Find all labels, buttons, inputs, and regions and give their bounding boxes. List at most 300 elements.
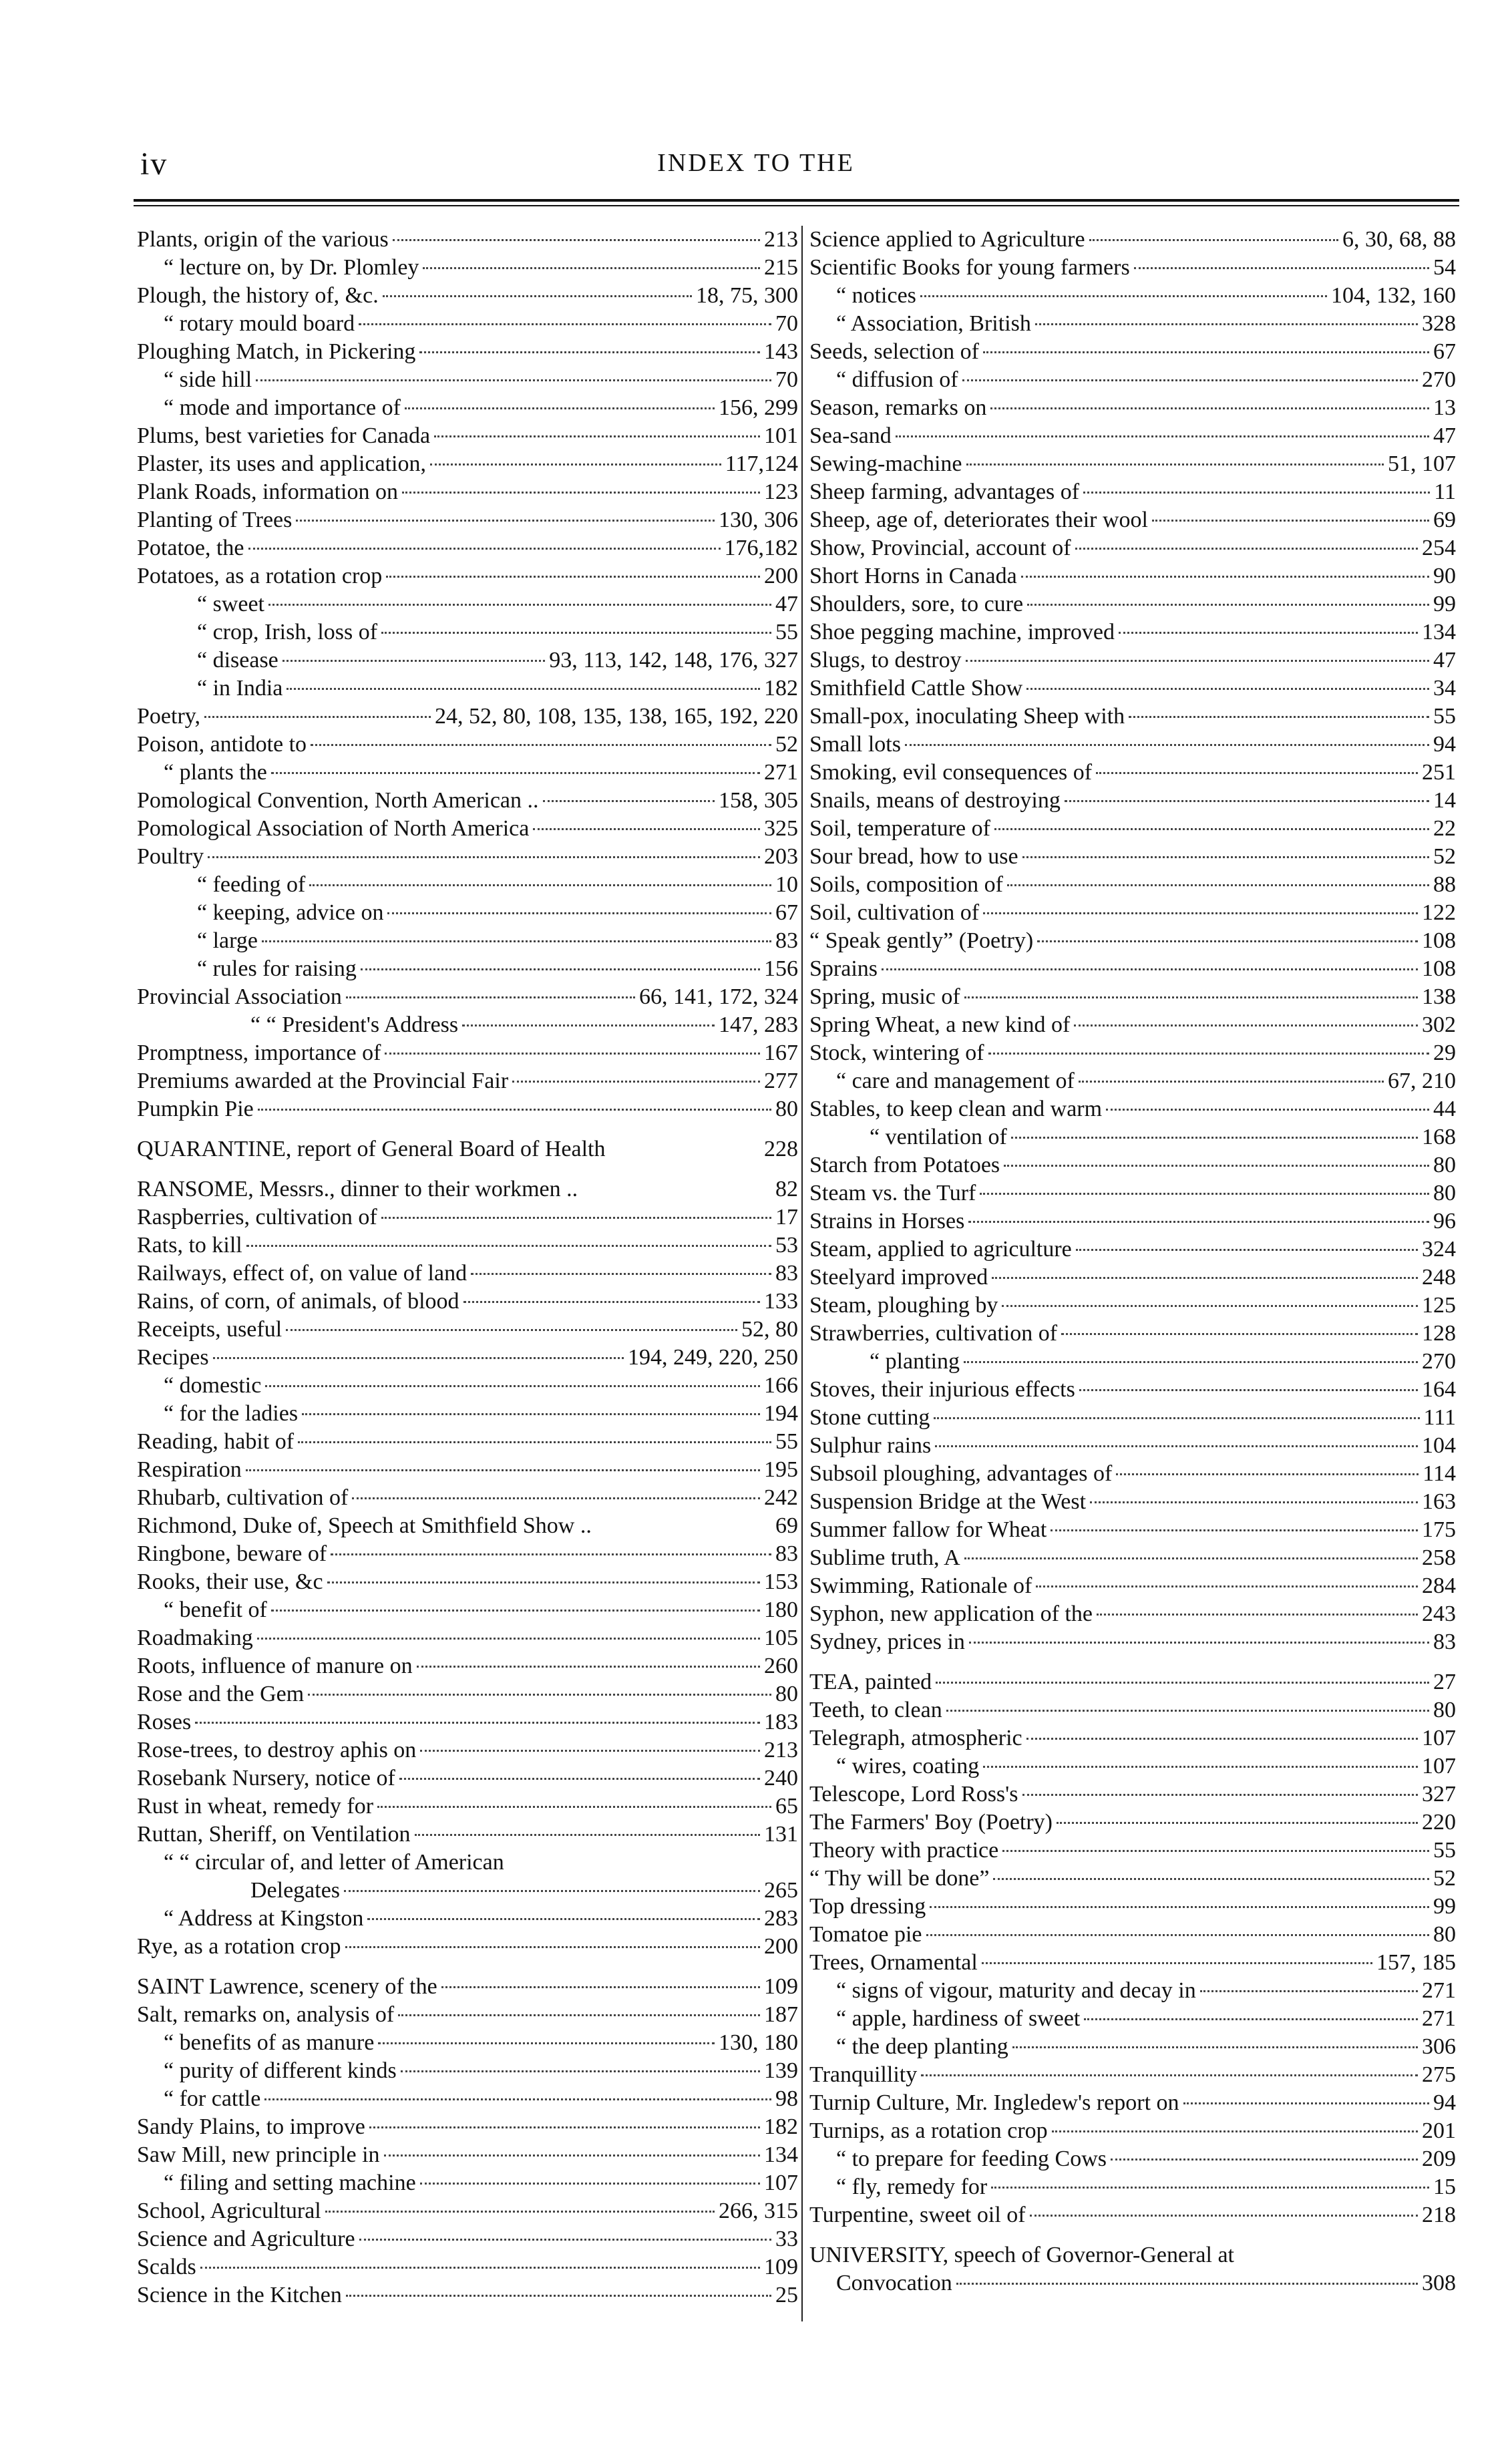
index-entry-text: Promptness, importance of (137, 1041, 381, 1065)
leader-dots (1076, 1249, 1418, 1251)
index-entry-text: Poultry (137, 844, 204, 869)
leader-dots (345, 1946, 761, 1948)
index-entry (809, 871, 1456, 899)
index-entry-pages: 14 (1433, 788, 1456, 813)
index-entry-text: Roots, influence of manure on (137, 1654, 413, 1678)
leader-dots (423, 267, 760, 269)
index-entry (137, 759, 798, 787)
leader-dots (962, 379, 1418, 381)
index-entry-pages: 98 (775, 2086, 798, 2111)
index-entry-text: Roadmaking (137, 1626, 253, 1650)
leader-dots (398, 2014, 760, 2016)
index-entry-pages: 203 (764, 844, 798, 869)
leader-dots (1134, 267, 1429, 269)
index-entry (809, 2005, 1456, 2033)
index-entry (137, 590, 798, 618)
index-entry-text: Strawberries, cultivation of (809, 1321, 1058, 1346)
leader-dots (286, 1329, 737, 1331)
index-entry-pages: 80 (1433, 1922, 1456, 1947)
index-entry-text: “ ventilation of (870, 1125, 1007, 1149)
leader-dots (969, 1642, 1429, 1644)
leader-dots (1061, 1333, 1418, 1335)
index-entry (809, 646, 1456, 675)
leader-dots (1004, 1165, 1429, 1167)
index-entry-pages: 213 (764, 1738, 798, 1762)
index-entry-pages: 80 (1433, 1698, 1456, 1722)
leader-dots (381, 1217, 771, 1219)
index-entry-pages: 240 (764, 1766, 798, 1791)
leader-dots (1037, 940, 1418, 942)
leader-dots (982, 1962, 1372, 1964)
leader-dots (1119, 632, 1418, 634)
index-entry-text: Suspension Bridge at the West (809, 1489, 1087, 1514)
index-entry (809, 1039, 1456, 1067)
index-entry-text: Turnips, as a rotation crop (809, 2118, 1048, 2143)
index-entry-text: “ to prepare for feeding Cows (836, 2146, 1107, 2171)
index-entry (809, 1320, 1456, 1348)
index-entry-text: Potatoes, as a rotation crop (137, 564, 383, 588)
index-entry-pages: 55 (775, 1429, 798, 1454)
index-entry (137, 478, 798, 506)
index-entry-pages: 11 (1434, 480, 1456, 504)
index-entry (809, 1516, 1456, 1544)
index-entry-text: Stock, wintering of (809, 1041, 984, 1065)
index-entry-text: Shoulders, sore, to cure (809, 592, 1024, 616)
index-entry-pages: 258 (1422, 1545, 1456, 1570)
index-entry-text: Rats, to kill (137, 1233, 242, 1258)
index-entry-text: Poetry, (137, 704, 201, 729)
leader-dots (384, 2154, 760, 2156)
index-entry (137, 2253, 798, 2281)
index-entry-text: “ benefits of as manure (164, 2030, 375, 2055)
index-entry-pages: 47 (1433, 648, 1456, 673)
index-entry-pages: 104 (1422, 1433, 1456, 1458)
index-entry-pages: 248 (1422, 1265, 1456, 1290)
index-entry-text: Poison, antidote to (137, 732, 307, 757)
leader-dots (1097, 1614, 1418, 1616)
index-entry-pages: 302 (1422, 1012, 1456, 1037)
index-entry (809, 2089, 1456, 2117)
index-entry-pages: 270 (1422, 1349, 1456, 1374)
index-entry-text: Rooks, their use, &c (137, 1569, 323, 1594)
index-entry (809, 1488, 1456, 1516)
leader-dots (420, 2183, 760, 2185)
index-entry-pages: 108 (1422, 928, 1456, 953)
header-rule-thick (134, 199, 1459, 202)
index-entry-pages: 83 (1433, 1630, 1456, 1654)
leader-dots (462, 1024, 715, 1026)
index-entry-text: Strains in Horses (809, 1209, 965, 1234)
index-entry (137, 2225, 798, 2253)
index-entry-text: “ in India (197, 676, 283, 701)
leader-dots (1035, 323, 1418, 325)
leader-dots (419, 351, 760, 353)
index-entry (809, 310, 1456, 338)
index-entry (809, 703, 1456, 731)
index-entry (809, 1724, 1456, 1752)
index-entry-text: School, Agricultural (137, 2199, 321, 2223)
index-entry-pages: 220 (1422, 1810, 1456, 1835)
index-entry-text: Rains, of corn, of animals, of blood (137, 1289, 459, 1314)
index-entry-pages: 163 (1422, 1489, 1456, 1514)
leader-dots (1026, 688, 1429, 690)
index-entry-text: TEA, painted (809, 1670, 932, 1694)
index-entry-pages: 6, 30, 68, 88 (1342, 227, 1456, 252)
leader-dots (1051, 1529, 1418, 1531)
index-entry-pages: 18, 75, 300 (696, 283, 798, 308)
leader-dots (369, 2126, 760, 2128)
index-entry-text: “ benefit of (164, 1598, 267, 1622)
index-entry-pages: 109 (764, 2255, 798, 2279)
index-entry (809, 2173, 1456, 2201)
leader-dots (1129, 716, 1429, 718)
index-entry (137, 1680, 798, 1708)
index-entry (809, 1544, 1456, 1572)
index-entry-text: Sprains (809, 956, 878, 981)
leader-dots (200, 2267, 760, 2269)
index-entry-text: Telegraph, atmospheric (809, 1726, 1022, 1750)
index-entry-text: “ planting (870, 1349, 960, 1374)
index-entry-text: Ringbone, beware of (137, 1541, 327, 1566)
index-entry-pages: 54 (1433, 255, 1456, 280)
leader-dots (1027, 604, 1429, 606)
index-entry-text: Sour bread, how to use (809, 844, 1018, 869)
index-entry-pages: 34 (1433, 676, 1456, 701)
leader-dots (896, 435, 1429, 437)
index-entry-pages: 180 (764, 1598, 798, 1622)
index-entry-pages: 80 (1433, 1181, 1456, 1205)
index-entry (809, 1977, 1456, 2005)
index-entry-pages: 122 (1422, 900, 1456, 925)
index-entry-text: Turnip Culture, Mr. Ingledew's report on (809, 2090, 1179, 2115)
index-entry-text: Delegates (250, 1878, 341, 1903)
leader-dots (1052, 2130, 1418, 2132)
index-entry-pages: 52, 80 (741, 1317, 798, 1342)
leader-dots (420, 1750, 760, 1752)
index-entry (809, 534, 1456, 562)
index-entry-text: “ Thy will be done” (809, 1866, 990, 1891)
leader-dots (346, 2295, 771, 2297)
leader-dots (256, 379, 771, 381)
index-entry (809, 1921, 1456, 1949)
index-entry-text: Telescope, Lord Ross's (809, 1782, 1018, 1807)
index-entry-pages: 69 (775, 1513, 798, 1538)
index-entry-text: “ for cattle (164, 2086, 261, 2111)
leader-dots (920, 295, 1327, 297)
leader-dots (1011, 1137, 1418, 1139)
leader-dots (1012, 2046, 1418, 2048)
index-entry-text: Top dressing (809, 1894, 926, 1919)
index-entry-pages: 55 (1433, 1838, 1456, 1863)
index-entry-text: Theory with practice (809, 1838, 999, 1863)
index-entry-text: Sewing-machine (809, 451, 962, 476)
index-entry-pages: 266, 315 (719, 2199, 798, 2223)
index-entry-text: Plums, best varieties for Canada (137, 423, 431, 448)
index-entry-text: Subsoil ploughing, advantages of (809, 1461, 1113, 1486)
index-entry-text: Premiums awarded at the Provincial Fair (137, 1069, 509, 1093)
leader-dots (1057, 1822, 1418, 1824)
index-entry-text: Rose-trees, to destroy aphis on (137, 1738, 417, 1762)
index-entry-text: Scientific Books for young farmers (809, 255, 1130, 280)
index-entry-text: Small-pox, inoculating Sheep with (809, 704, 1125, 729)
leader-dots (415, 1834, 760, 1836)
index-entry-text: Tomatoe pie (809, 1922, 922, 1947)
index-entry (809, 562, 1456, 590)
index-entry-text: Planting of Trees (137, 508, 293, 532)
index-entry (137, 1456, 798, 1484)
index-entry (809, 1893, 1456, 1921)
index-entry-pages: 147, 283 (719, 1012, 798, 1037)
leader-dots (325, 2211, 715, 2213)
index-entry-text: The Farmers' Boy (Poetry) (809, 1810, 1053, 1835)
index-entry-text: Turpentine, sweet oil of (809, 2203, 1026, 2227)
index-entry-pages: 324 (1422, 1237, 1456, 1262)
leader-dots (204, 716, 431, 718)
index-entry-pages: 29 (1433, 1041, 1456, 1065)
leader-dots (1200, 1990, 1418, 1992)
index-entry-text: “ for the ladies (164, 1401, 299, 1426)
index-entry (137, 843, 798, 871)
index-entry (137, 1512, 798, 1540)
leader-dots (381, 632, 771, 634)
index-entry (809, 955, 1456, 983)
index-entry (137, 618, 798, 646)
index-entry-pages: 47 (775, 592, 798, 616)
index-entry-text: “ lecture on, by Dr. Plomley (164, 255, 419, 280)
index-entry-pages: 182 (764, 2114, 798, 2139)
index-column-right (809, 226, 1456, 2297)
index-entry-pages: 138 (1422, 984, 1456, 1009)
index-entry (137, 338, 798, 366)
index-entry (809, 1432, 1456, 1460)
index-entry (137, 646, 798, 675)
index-entry-text: Pomological Association of North America (137, 816, 530, 841)
index-entry-pages: 201 (1422, 2118, 1456, 2143)
index-entry (809, 983, 1456, 1011)
index-entry-pages: 52 (1433, 1866, 1456, 1891)
index-entry (809, 2269, 1456, 2297)
index-entry (137, 1708, 798, 1736)
index-entry (137, 1372, 798, 1400)
index-entry-pages: 67 (1433, 339, 1456, 364)
leader-dots (1074, 1024, 1418, 1026)
index-entry-pages: 107 (764, 2171, 798, 2195)
index-entry-text: Short Horns in Canada (809, 564, 1017, 588)
index-entry-text: Roses (137, 1710, 192, 1734)
index-entry-pages: 328 (1422, 311, 1456, 336)
index-entry-pages: 195 (764, 1457, 798, 1482)
index-entry (809, 1011, 1456, 1039)
index-entry (809, 899, 1456, 927)
index-entry-pages: 17 (775, 1205, 798, 1230)
leader-dots (966, 660, 1429, 662)
index-entry-text: “ sweet (197, 592, 265, 616)
leader-dots (1079, 1081, 1384, 1083)
index-entry-pages: 83 (775, 1261, 798, 1286)
index-entry (137, 506, 798, 534)
index-entry-text: Snails, means of destroying (809, 788, 1061, 813)
leader-dots (934, 1417, 1419, 1419)
leader-dots (533, 828, 760, 830)
leader-dots (378, 2042, 715, 2044)
leader-dots (983, 1766, 1418, 1768)
index-entry (137, 2197, 798, 2225)
index-entry-text: “ rules for raising (197, 956, 357, 981)
index-entry (809, 1151, 1456, 1179)
index-entry (137, 1316, 798, 1344)
index-entry-text: Small lots (809, 732, 901, 757)
index-entry (809, 1460, 1456, 1488)
index-entry-text: Science in the Kitchen (137, 2283, 342, 2307)
leader-dots (405, 407, 715, 409)
index-entry (809, 1179, 1456, 1207)
index-entry-pages: 284 (1422, 1573, 1456, 1598)
index-entry-pages: 24, 52, 80, 108, 135, 138, 165, 192, 220 (435, 704, 798, 729)
leader-dots (213, 1357, 624, 1359)
index-entry-text: Sandy Plains, to improve (137, 2114, 365, 2139)
leader-dots (964, 1557, 1418, 1559)
index-entry-text: Saw Mill, new principle in (137, 2142, 380, 2167)
index-entry-pages: 128 (1422, 1321, 1456, 1346)
index-entry (809, 450, 1456, 478)
index-entry-text: “ disease (197, 648, 278, 673)
index-entry-text: Ploughing Match, in Pickering (137, 339, 416, 364)
index-entry (137, 2029, 798, 2057)
index-entry-text: Soil, temperature of (809, 816, 990, 841)
index-entry-pages: 96 (1433, 1209, 1456, 1234)
index-entry-text: “ the deep planting (836, 2034, 1008, 2059)
index-entry-pages: 105 (764, 1626, 798, 1650)
leader-dots (430, 463, 721, 465)
index-entry-text: Plank Roads, information on (137, 480, 398, 504)
leader-dots (271, 772, 760, 774)
index-entry (137, 815, 798, 843)
index-entry-pages: 251 (1422, 760, 1456, 785)
index-entry-text: “ “ President's Address (250, 1012, 459, 1037)
header-rule-thin (134, 205, 1459, 206)
leader-dots (246, 1245, 771, 1247)
index-entry-text: Trees, Ornamental (809, 1950, 978, 1975)
index-entry (809, 1067, 1456, 1095)
index-entry-pages: 107 (1422, 1754, 1456, 1778)
index-entry-text: Sheep, age of, deteriorates their wool (809, 508, 1148, 532)
index-entry-text: “ Speak gently” (Poetry) (809, 928, 1034, 953)
index-entry-text: Pumpkin Pie (137, 1097, 254, 1121)
leader-dots (264, 2098, 771, 2100)
index-entry-text: “ keeping, advice on (197, 900, 384, 925)
index-entry-pages: 218 (1422, 2203, 1456, 2227)
index-entry-pages: 325 (764, 816, 798, 841)
leader-dots (926, 1934, 1429, 1936)
index-entry-text: Respiration (137, 1457, 242, 1482)
index-entry-pages: 164 (1422, 1377, 1456, 1402)
index-entry-pages: 175 (1422, 1517, 1456, 1542)
leader-dots (359, 2239, 771, 2241)
index-entry-text: “ Address at Kingston (164, 1906, 364, 1931)
leader-dots (983, 912, 1418, 914)
index-entry (137, 2113, 798, 2141)
index-entry-text: Salt, remarks on, analysis of (137, 2002, 395, 2027)
index-entry-text: Scalds (137, 2255, 196, 2279)
index-entry-pages: 88 (1433, 872, 1456, 897)
index-entry-text: Rosebank Nursery, notice of (137, 1766, 395, 1791)
index-entry (809, 338, 1456, 366)
leader-dots (471, 1273, 771, 1275)
index-entry-pages: 200 (764, 564, 798, 588)
index-entry (809, 2241, 1456, 2269)
leader-dots (990, 407, 1429, 409)
index-entry (137, 1260, 798, 1288)
index-entry (809, 1600, 1456, 1628)
index-entry (137, 1764, 798, 1793)
index-entry-text: Show, Provincial, account of (809, 536, 1071, 560)
index-entry-pages: 123 (764, 480, 798, 504)
leader-dots (387, 912, 771, 914)
index-entry-pages: 65 (775, 1794, 798, 1819)
index-entry-text: Smithfield Cattle Show (809, 676, 1023, 701)
leader-dots (1075, 548, 1418, 550)
index-entry-pages: 194, 249, 220, 250 (628, 1345, 798, 1370)
index-entry-text: Season, remarks on (809, 395, 987, 420)
index-entry (137, 366, 798, 394)
index-entry (137, 562, 798, 590)
index-entry-text: “ apple, hardiness of sweet (836, 2006, 1081, 2031)
index-entry (809, 1404, 1456, 1432)
index-entry-pages: 254 (1422, 536, 1456, 560)
index-entry-text: “ domestic (164, 1373, 262, 1398)
index-entry-text: Tranquillity (809, 2062, 918, 2087)
index-entry (137, 254, 798, 282)
index-entry-pages: 33 (775, 2227, 798, 2251)
index-entry (809, 2145, 1456, 2173)
index-entry (809, 1865, 1456, 1893)
index-entry-pages: 66, 141, 172, 324 (639, 984, 798, 1009)
index-entry-text: Convocation (836, 2271, 952, 2295)
leader-dots (463, 1301, 760, 1303)
index-entry-pages: 228 (764, 1137, 798, 1161)
leader-dots (257, 1638, 760, 1640)
index-entry (809, 787, 1456, 815)
index-entry-text: Steam, applied to agriculture (809, 1237, 1072, 1262)
leader-dots (1089, 239, 1338, 241)
index-entry (137, 1821, 798, 1849)
leader-dots (246, 1469, 760, 1471)
index-entry-pages: 213 (764, 227, 798, 252)
index-entry (137, 1135, 798, 1163)
index-entry (137, 731, 798, 759)
index-entry-text: Provincial Association (137, 984, 342, 1009)
leader-dots (1007, 884, 1429, 886)
leader-dots (296, 520, 715, 522)
index-entry-pages: 22 (1433, 816, 1456, 841)
index-entry-pages: 168 (1422, 1125, 1456, 1149)
index-entry-text: Swimming, Rationale of (809, 1573, 1032, 1598)
index-entry-text: “ filing and setting machine (164, 2171, 416, 2195)
index-entry (809, 1348, 1456, 1376)
index-entry-text: Raspberries, cultivation of (137, 1205, 377, 1230)
index-entry-pages: 101 (764, 423, 798, 448)
index-entry (137, 310, 798, 338)
index-entry-text: “ fly, remedy for (836, 2175, 988, 2199)
index-entry-text: Sheep farming, advantages of (809, 480, 1080, 504)
leader-dots (344, 1890, 760, 1892)
index-entry (809, 254, 1456, 282)
index-entry-text: Plaster, its uses and application, (137, 451, 427, 476)
index-entry-text: Plough, the history of, &c. (137, 283, 379, 308)
index-entry (809, 1207, 1456, 1236)
index-entry-text: QUARANTINE, report of General Board of Health (137, 1137, 606, 1161)
index-entry-pages: 53 (775, 1233, 798, 1258)
